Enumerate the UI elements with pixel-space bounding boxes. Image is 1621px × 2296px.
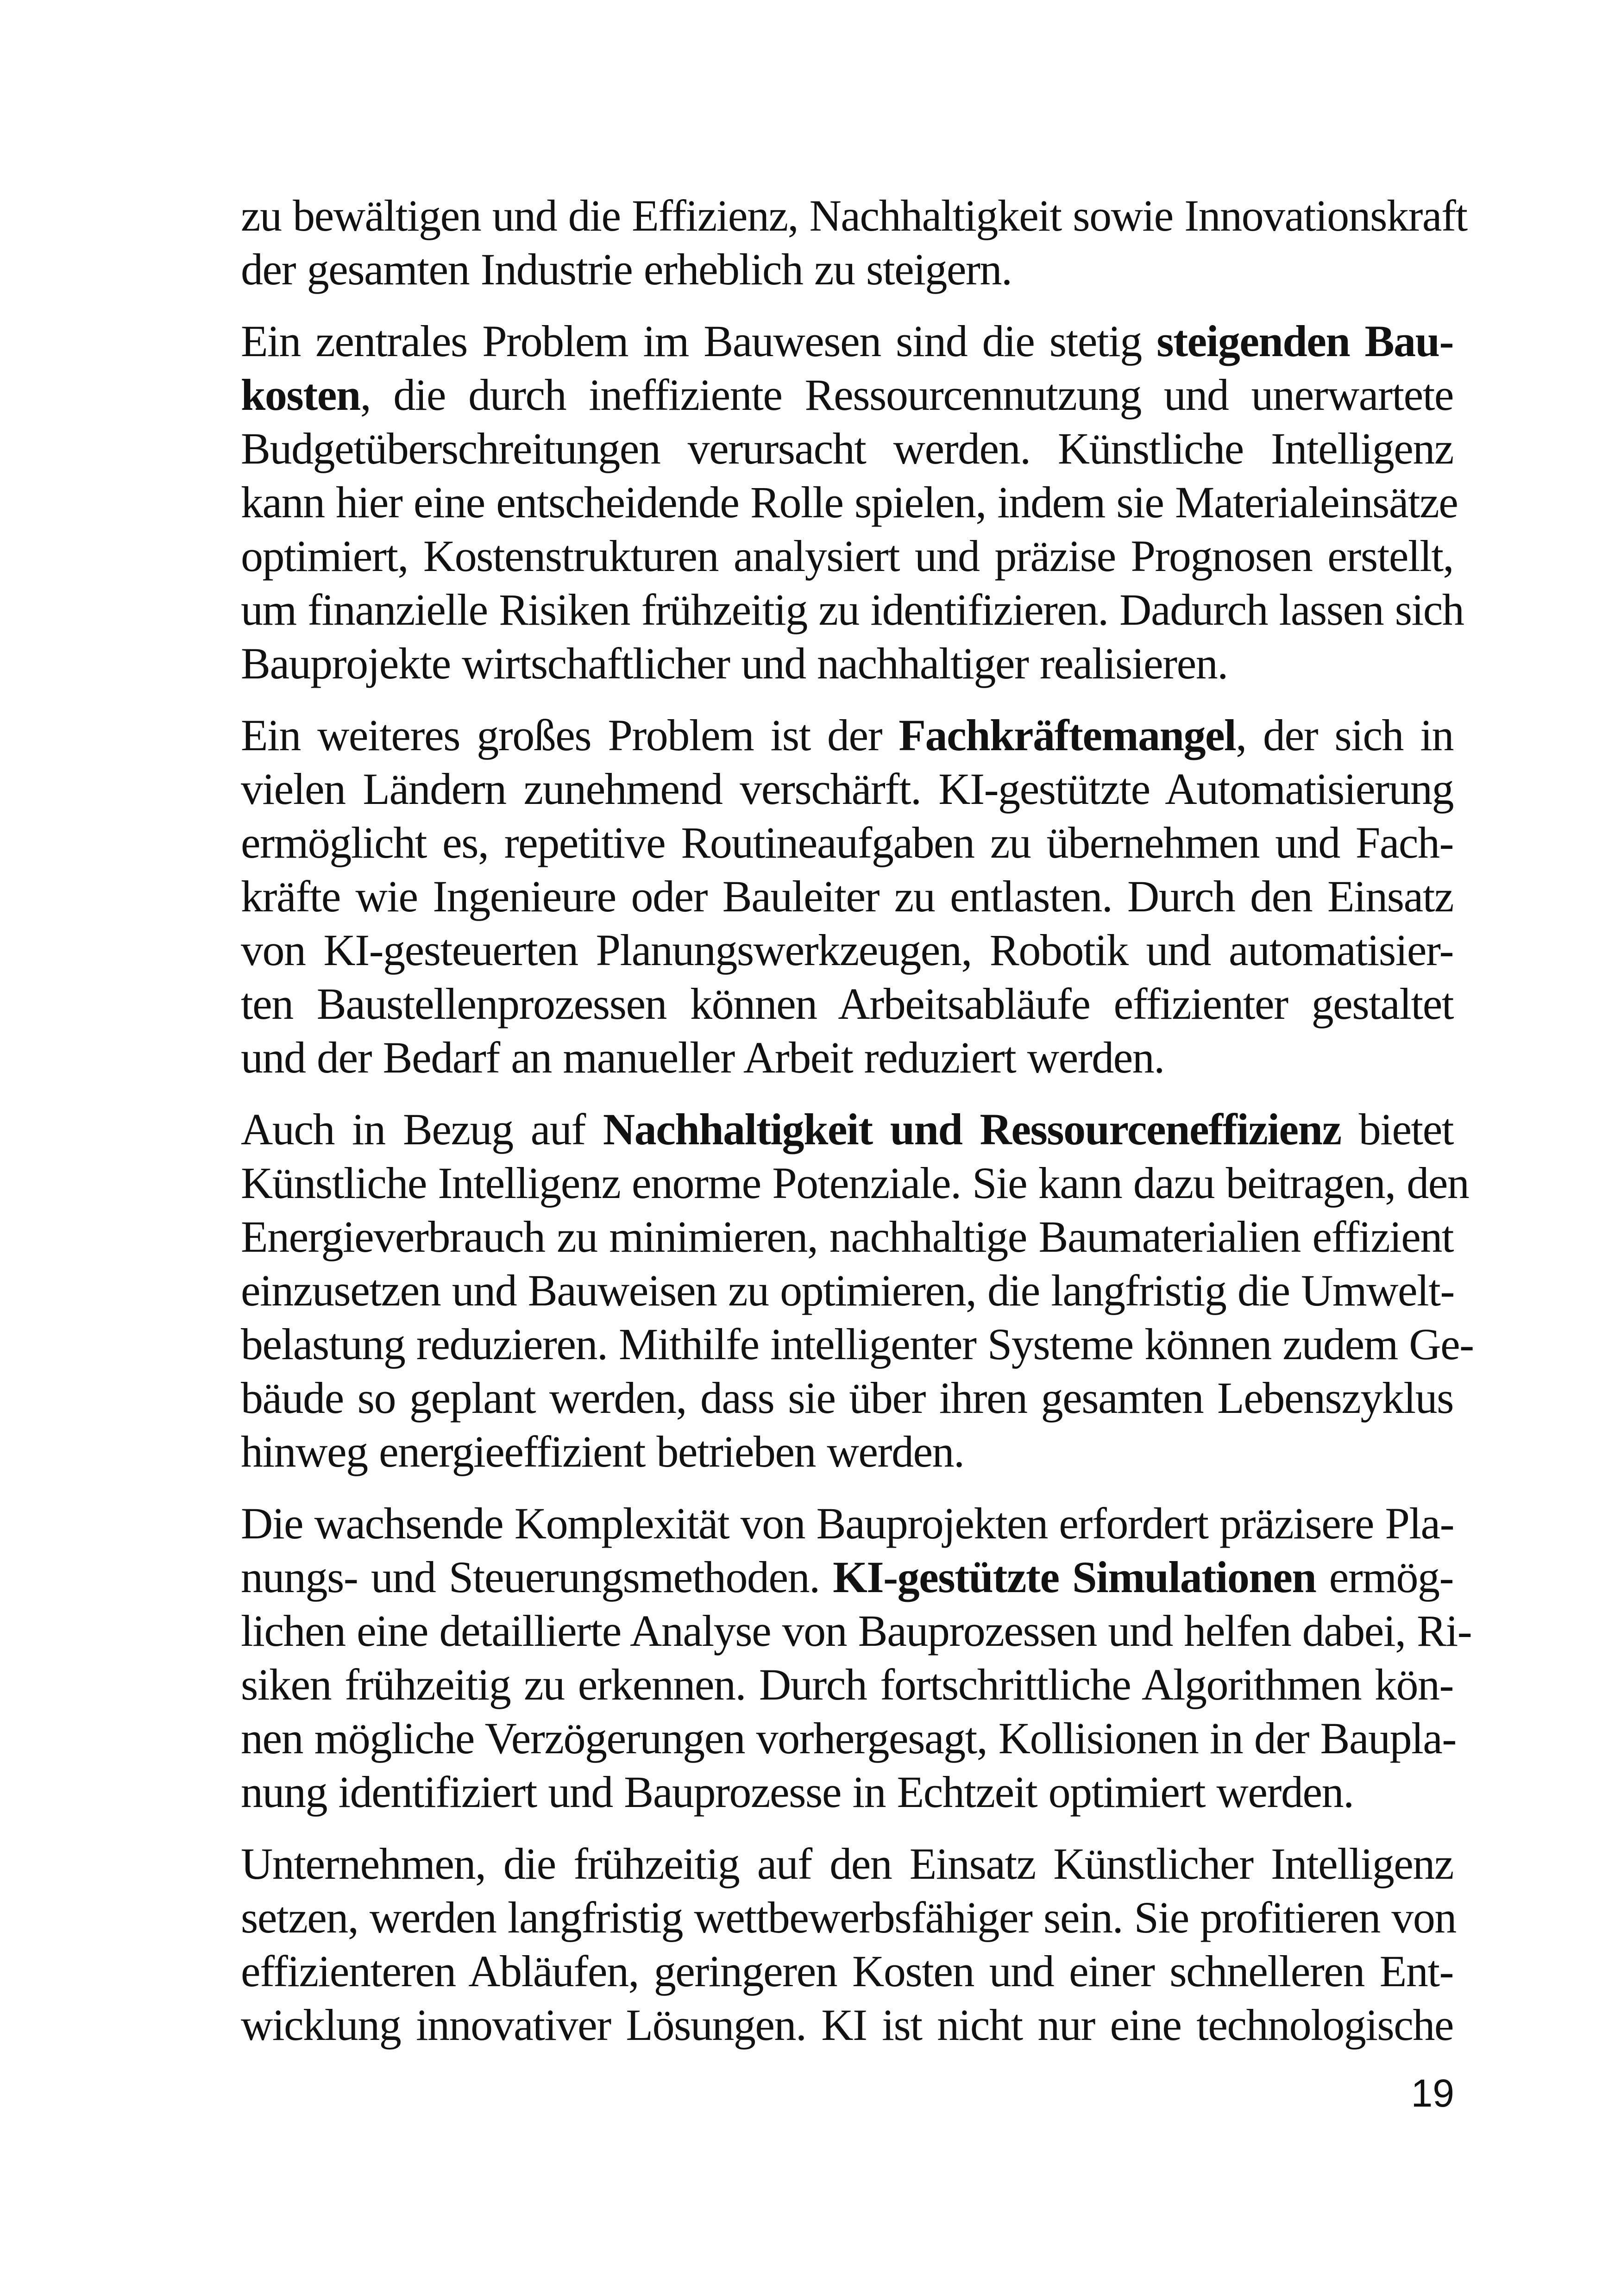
- text-line: [241, 1891, 1456, 1945]
- paragraph: [241, 1837, 1456, 2052]
- text-run: kräfte wie Ingenieure oder Bauleiter zu entlasten. Durch den Einsatz: [241, 872, 1453, 921]
- text-run: Künstliche Intelligenz enorme Potenziale. Sie kann dazu beitragen, den: [241, 1158, 1469, 1208]
- text-run: , der sich in: [1236, 710, 1454, 760]
- text-run: effizienteren Abläufen, geringeren Kosten und einer schnelleren Ent-: [241, 1946, 1453, 1996]
- text-run: von KI-gesteuerten Planungswerkzeugen, Robotik und automatisier-: [241, 925, 1453, 975]
- text-line: [241, 583, 1464, 637]
- text-run: und der Bedarf an manueller Arbeit reduziert werden.: [241, 1033, 1164, 1082]
- text-run: bäude so geplant werden, dass sie über ihren gesamten Lebenszyklus: [241, 1373, 1453, 1423]
- text-line: [241, 1550, 1453, 1604]
- bold-term: kosten: [241, 370, 360, 420]
- text-line: [241, 762, 1453, 816]
- text-line: [241, 1264, 1453, 1317]
- text-line: [241, 1371, 1453, 1425]
- text-run: lichen eine detaillierte Analyse von Bauprozessen und helfen dabei, Ri-: [241, 1606, 1472, 1656]
- text-run: vielen Ländern zunehmend verschärft. KI-gestützte Automatisierung: [241, 764, 1453, 814]
- text-line: [241, 1103, 1453, 1156]
- text-line: [241, 1031, 1453, 1085]
- text-line: [241, 637, 1453, 690]
- text-line: [241, 923, 1453, 977]
- bold-term: Fachkräftemangel: [898, 710, 1236, 760]
- text-run: einzusetzen und Bauweisen zu optimieren, die langfristig die Umwelt-: [241, 1266, 1454, 1315]
- text-line: [241, 1156, 1469, 1210]
- text-line: [241, 1497, 1453, 1550]
- text-run: der gesamten Industrie erheblich zu steigern.: [241, 245, 1012, 294]
- text-run: Unternehmen, die frühzeitig auf den Einsatz Künstlicher Intelligenz: [241, 1839, 1453, 1888]
- text-line: [241, 1658, 1453, 1712]
- text-line: [241, 1425, 1453, 1479]
- page-number: 19: [1411, 2071, 1454, 2115]
- paragraph: [241, 1103, 1474, 1479]
- text-line: [241, 243, 1453, 296]
- text-run: ermög-: [1316, 1552, 1454, 1602]
- text-line: [241, 1317, 1474, 1371]
- bold-term: Nachhaltigkeit und Ressourceneffizienz: [603, 1104, 1341, 1154]
- text-line: [241, 476, 1458, 529]
- text-run: setzen, werden langfristig wettbewerbsfähiger sein. Sie profitieren von: [241, 1893, 1456, 1942]
- body-text: [241, 189, 1474, 2070]
- text-run: optimiert, Kostenstrukturen analysiert und präzise Prognosen erstellt,: [241, 531, 1453, 581]
- text-line: [241, 1604, 1472, 1658]
- text-line: [241, 1945, 1453, 1998]
- text-run: belastung reduzieren. Mithilfe intelligenter Systeme können zudem Ge-: [241, 1319, 1474, 1369]
- bold-term: KI-gestützte Simulationen: [833, 1552, 1316, 1602]
- text-line: [241, 1765, 1453, 1819]
- text-run: Auch in Bezug auf: [241, 1104, 603, 1154]
- text-line: [241, 1210, 1453, 1264]
- text-run: nungs- und Steuerungsmethoden.: [241, 1552, 833, 1602]
- paragraph: [241, 1497, 1472, 1819]
- text-run: hinweg energieeffizient betrieben werden.: [241, 1427, 964, 1476]
- text-run: Ein zentrales Problem im Bauwesen sind die stetig: [241, 316, 1157, 366]
- text-run: Ein weiteres großes Problem ist der: [241, 710, 899, 760]
- text-run: ermöglicht es, repetitive Routineaufgaben zu übernehmen und Fach-: [241, 818, 1453, 867]
- text-line: [241, 977, 1453, 1031]
- text-line: [241, 709, 1453, 762]
- text-line: [241, 816, 1453, 870]
- text-run: zu bewältigen und die Effizienz, Nachhaltigkeit sowie Innovationskraft: [241, 191, 1467, 240]
- text-run: nen mögliche Verzögerungen vorhergesagt, Kollisionen in der Baupla-: [241, 1713, 1456, 1763]
- paragraph: [241, 709, 1453, 1085]
- text-run: wicklung innovativer Lösungen. KI ist nicht nur eine technologische: [241, 2000, 1453, 2050]
- paragraph: [241, 314, 1464, 690]
- text-run: nung identifiziert und Bauprozesse in Echtzeit optimiert werden.: [241, 1767, 1354, 1817]
- text-line: [241, 422, 1453, 476]
- text-run: Budgetüberschreitungen verursacht werden. Künstliche Intelligenz: [241, 424, 1453, 473]
- text-run: kann hier eine entscheidende Rolle spielen, indem sie Materialeinsätze: [241, 477, 1458, 527]
- text-line: [241, 870, 1453, 923]
- text-run: um finanzielle Risiken frühzeitig zu identifizieren. Dadurch lassen sich: [241, 585, 1464, 634]
- text-line: [241, 368, 1453, 422]
- text-run: Die wachsende Komplexität von Bauprojekten erfordert präzisere Pla-: [241, 1499, 1454, 1548]
- text-run: , die durch ineffiziente Ressourcennutzung und unerwartete: [360, 370, 1453, 420]
- paragraph: [241, 189, 1467, 296]
- text-line: [241, 1998, 1453, 2052]
- text-line: [241, 529, 1453, 583]
- bold-term: steigenden Bau-: [1156, 316, 1454, 366]
- text-line: [241, 1712, 1456, 1765]
- text-line: [241, 1837, 1453, 1891]
- text-run: Bauprojekte wirtschaftlicher und nachhaltiger realisieren.: [241, 639, 1228, 688]
- text-run: bietet: [1341, 1104, 1454, 1154]
- text-run: siken frühzeitig zu erkennen. Durch fortschrittliche Algorithmen kön-: [241, 1660, 1453, 1709]
- text-run: Energieverbrauch zu minimieren, nachhaltige Baumaterialien effizient: [241, 1212, 1453, 1261]
- text-line: [241, 314, 1453, 368]
- text-line: [241, 189, 1467, 243]
- text-run: ten Baustellenprozessen können Arbeitsabläufe effizienter gestaltet: [241, 979, 1453, 1029]
